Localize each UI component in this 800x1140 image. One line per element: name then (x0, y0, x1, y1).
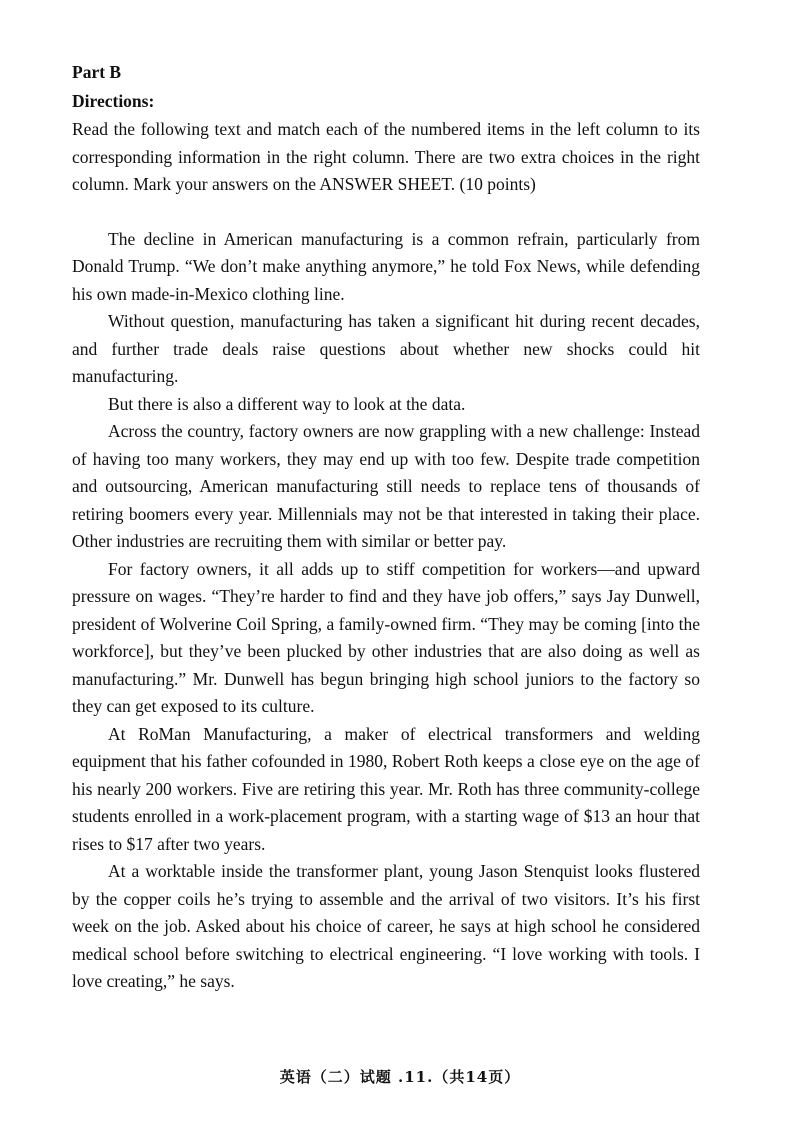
paragraph: At RoMan Manufacturing, a maker of electrical transformers and welding equipment that his father cofounded in 1980, Robert Roth keeps a close eye on the age of his nearly 200 workers. Five are retiring this year. Mr. Roth has three community-college students enrolled in a work-placement program, with a starting wage of $13 an hour that rises to $17 after two years. (72, 723, 700, 854)
paragraph: Without question, manufacturing has taken a significant hit during recent decades, and further trade deals raise questions about whether new shocks could hit manufacturing. (72, 311, 700, 386)
directions-text: Read the following text and match each of the numbered items in the left column to its corresponding information in the right column. There are two extra choices in the right column. Mark your answers on the ANSWER SHEET. (10 points) (72, 119, 700, 194)
page-footer: 英语（二）试题 .11.（共14页） (279, 1068, 521, 1086)
paragraph: For factory owners, it all adds up to stiff competition for workers—and upward pressure on wages. “They’re harder to find and they have job offers,” says Jay Dunwell, president of Wolverine Coil Spring, a family-owned firm. “They may be coming [into the workforce], but they’ve been plucked by other industries that are also doing as well as manufacturing.” Mr. Dunwell has begun bringing high school juniors to the factory so they can get exposed to its culture. (72, 558, 700, 716)
part-title: Part B (72, 62, 122, 82)
paragraph: Across the country, factory owners are now grappling with a new challenge: Instead of having too many workers, they may end up with too few. Despite trade competition and outsourcing, American manufacturing still needs to replace tens of thousands of retiring boomers every year. Millennials may not be that interested in taking their place. Other industries are recruiting them with similar or better pay. (72, 421, 700, 551)
paragraph: But there is also a different way to look at the data. (108, 393, 466, 414)
directions-title: Directions: (72, 91, 155, 111)
exam-page (72, 58, 700, 996)
article-body (72, 226, 700, 996)
paragraph: At a worktable inside the transformer plant, young Jason Stenquist looks flustered by the copper coils he’s trying to assemble and the arrival of two visitors. It’s his first week on the job. Asked about his choice of career, he says at high school he considered medical school before switching to electrical engineering. “I love working with tools. I love creating,” he says. (72, 861, 700, 991)
paragraph: The decline in American manufacturing is a common refrain, particularly from Donald Trump. “We don’t make anything anymore,” he told Fox News, while defending his own made-in-Mexico clothing line. (72, 228, 700, 304)
